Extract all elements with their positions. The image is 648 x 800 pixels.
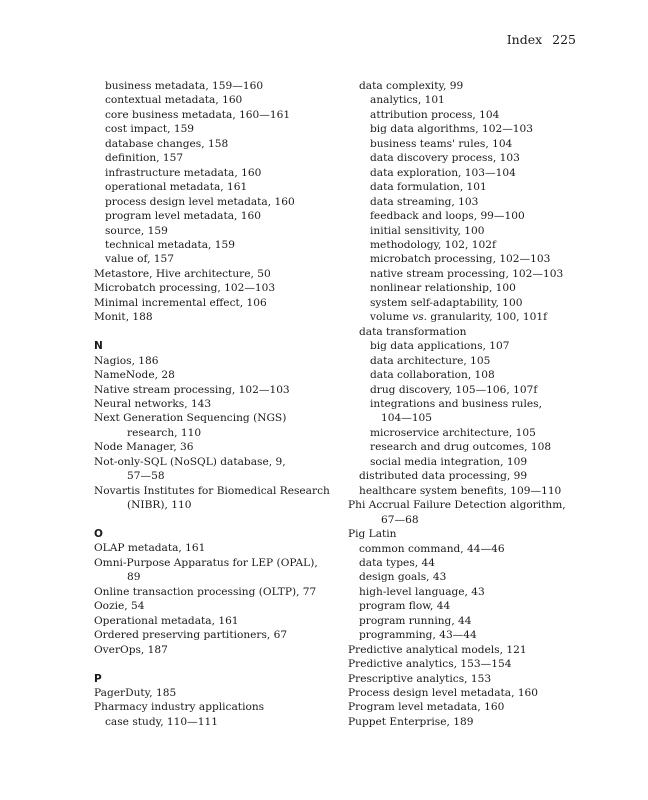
index-entry: attribution process, 104 [370,108,500,121]
index-entry: Not-only-SQL (NoSQL) database, 9, [94,455,286,468]
index-entry: 104—105 [381,412,433,425]
index-entry: analytics, 101 [370,94,445,107]
index-entry: data formulation, 101 [370,181,487,194]
index-entry: programming, 43—44 [359,629,477,642]
index-entry: high-level language, 43 [359,585,485,598]
section-letter: P [94,672,102,685]
page-number: 225 [552,32,576,47]
index-entry: Pharmacy industry applications [94,701,265,714]
index-entry: process design level metadata, 160 [105,195,295,208]
index-entry: Neural networks, 143 [94,397,212,410]
index-entry: Phi Accrual Failure Detection algorithm, [348,499,566,512]
index-entry: distributed data processing, 99 [359,470,528,483]
index-entry: microservice architecture, 105 [370,426,536,439]
index-entry: methodology, 102, 102f [370,238,496,251]
index-entry: Online transaction processing (OLTP), 77 [94,585,317,598]
index-entry: Omni-Purpose Apparatus for LEP (OPAL), [94,556,318,569]
index-entry: integrations and business rules, [370,397,542,410]
index-entry: data architecture, 105 [370,354,491,367]
index-entry: source, 159 [105,224,168,237]
index-entry: NameNode, 28 [94,369,175,382]
section-spacer [94,325,344,339]
index-entry: Next Generation Sequencing (NGS) [94,412,287,425]
index-entry: Microbatch processing, 102—103 [94,282,276,295]
index-entry: data discovery process, 103 [370,152,520,165]
index-entry: Pig Latin [348,528,397,541]
index-column-left [94,79,344,729]
section-letter: O [94,528,103,541]
index-entry: Native stream processing, 102—103 [94,383,290,396]
index-entry: research and drug outcomes, 108 [370,441,552,454]
index-column-right [348,79,573,729]
section-spacer [94,657,344,671]
index-entry: common command, 44—46 [359,542,505,555]
index-entry: native stream processing, 102—103 [370,267,564,280]
index-entry: Prescriptive analytics, 153 [348,672,492,685]
index-entry: core business metadata, 160—161 [105,108,291,121]
index-entry: operational metadata, 161 [105,181,248,194]
index-entry: business teams' rules, 104 [370,137,513,150]
index-entry: Ordered preserving partitioners, 67 [94,629,288,642]
index-entry: Minimal incremental effect, 106 [94,296,267,309]
index-entry: design goals, 43 [359,571,447,584]
index-entry: Predictive analytical models, 121 [348,643,527,656]
index-entry: Monit, 188 [94,311,153,324]
index-entry: Metastore, Hive architecture, 50 [94,267,271,280]
index-entry: big data applications, 107 [370,340,510,353]
index-entry: 57—58 [127,470,165,483]
index-entry: social media integration, 109 [370,455,528,468]
index-entry: feedback and loops, 99—100 [370,210,525,223]
index-entry: Node Manager, 36 [94,441,194,454]
index-entry: data transformation [359,325,467,338]
index-entry: system self-adaptability, 100 [370,296,523,309]
index-entry: initial sensitivity, 100 [370,224,485,237]
section-spacer [94,513,344,527]
index-entry: case study, 110—111 [105,715,218,728]
index-entry: OverOps, 187 [94,643,168,656]
index-entry: volume vs. granularity, 100, 101f [370,311,548,324]
index-entry: program flow, 44 [359,600,451,613]
index-entry: nonlinear relationship, 100 [370,282,516,295]
index-entry: definition, 157 [105,152,184,165]
index-entry: data exploration, 103—104 [370,166,516,179]
index-entry: cost impact, 159 [105,123,195,136]
section-letter: N [94,340,103,353]
index-entry: infrastructure metadata, 160 [105,166,262,179]
index-entry: PagerDuty, 185 [94,686,177,699]
index-entry: microbatch processing, 102—103 [370,253,551,266]
index-entry: Operational metadata, 161 [94,614,239,627]
running-head [507,32,576,47]
index-entry: data streaming, 103 [370,195,479,208]
index-entry: drug discovery, 105—106, 107f [370,383,538,396]
index-entry: 67—68 [381,513,419,526]
index-entry: data complexity, 99 [359,80,464,92]
running-head-title: Index [506,32,543,47]
index-entry: Nagios, 186 [94,354,159,367]
index-entry: Program level metadata, 160 [348,701,505,714]
index-entry: value of, 157 [105,253,175,266]
index-entry: OLAP metadata, 161 [94,542,206,555]
index-entry: 89 [127,571,141,584]
index-entry: data types, 44 [359,556,435,569]
index-entry: Predictive analytics, 153—154 [348,658,512,671]
index-entry: research, 110 [127,426,202,439]
index-entry: big data algorithms, 102—103 [370,123,534,136]
index-entry: Novartis Institutes for Biomedical Research [94,484,330,497]
index-entry: Puppet Enterprise, 189 [348,715,474,728]
index-entry: technical metadata, 159 [105,238,236,251]
index-entry: Oozie, 54 [94,600,145,613]
index-entry: database changes, 158 [105,137,229,150]
index-entry: healthcare system benefits, 109—110 [359,484,562,497]
index-entry: (NIBR), 110 [127,499,192,512]
index-entry: program running, 44 [359,614,472,627]
index-entry: Process design level metadata, 160 [348,687,539,700]
index-entry: program level metadata, 160 [105,210,261,223]
index-entry: business metadata, 159—160 [105,80,264,92]
index-entry: data collaboration, 108 [370,369,495,382]
index-entry: contextual metadata, 160 [105,94,243,107]
